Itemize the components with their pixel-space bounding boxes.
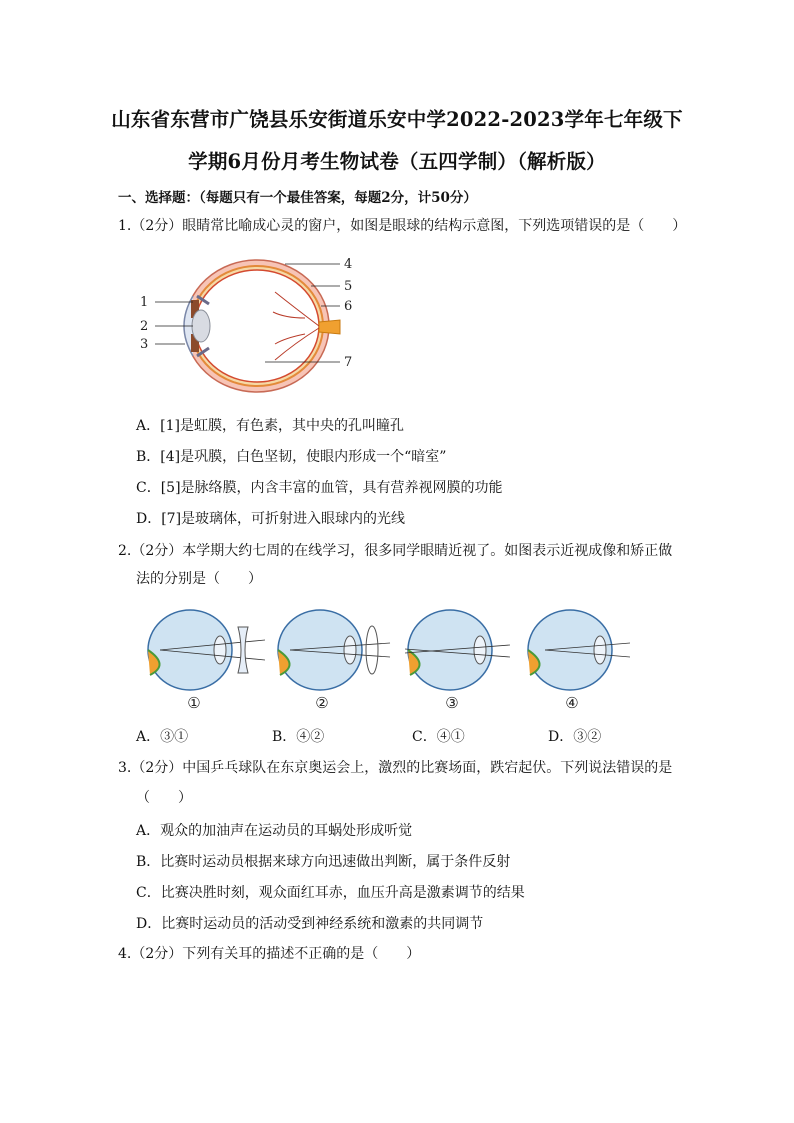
eye-label-3: 3: [140, 337, 149, 352]
question-4-stem: 4.（2分）下列有关耳的描述不正确的是（ ）: [118, 946, 421, 962]
question-3-stem-line2: （ ）: [136, 790, 192, 806]
question-1-stem: 1.（2分）眼睛常比喻成心灵的窗户，如图是眼球的结构示意图，下列选项错误的是（ ）: [118, 218, 687, 234]
eye-figure-3: [405, 610, 510, 690]
section-heading: 一、选择题：（每题只有一个最佳答案，每题2分，计50分）: [118, 190, 477, 206]
figure-caption-3: ③: [445, 694, 459, 712]
figure-caption-2: ②: [315, 694, 329, 712]
eye-figure-2: [278, 610, 390, 690]
q1-option-c: C．[5]是脉络膜，内含丰富的血管，具有营养视网膜的功能: [136, 480, 503, 496]
myopia-figure-set: [140, 605, 640, 715]
page-title-line2: 学期6月份月考生物试卷（五四学制）（解析版）: [188, 150, 606, 173]
q3-option-b: B．比赛时运动员根据来球方向迅速做出判断，属于条件反射: [136, 854, 511, 870]
page-title-line1: 山东省东营市广饶县乐安街道乐安中学2022-2023学年七年级下: [111, 108, 683, 131]
q2-option-c: C．④①: [412, 729, 465, 745]
q2-option-b: B．④②: [272, 729, 325, 745]
q1-option-b: B．[4]是巩膜，白色坚韧，使眼内形成一个“暗室”: [136, 449, 447, 465]
q1-option-d: D．[7]是玻璃体，可折射进入眼球内的光线: [136, 511, 406, 527]
q3-option-c: C．比赛决胜时刻，观众面红耳赤，血压升高是激素调节的结果: [136, 885, 525, 901]
question-2-stem-line2: 法的分别是（ ）: [136, 571, 262, 587]
q1-option-a: A．[1]是虹膜，有色素，其中央的孔叫瞳孔: [136, 418, 404, 434]
figure-caption-1: ①: [187, 694, 201, 712]
q3-option-a: A．观众的加油声在运动员的耳蜗处形成听觉: [136, 823, 413, 839]
eye-label-2: 2: [140, 319, 149, 334]
eyeball-structure-diagram: [135, 248, 365, 398]
eye-figure-1: [148, 610, 265, 690]
eye-label-7: 7: [344, 355, 353, 370]
question-2-stem-line1: 2.（2分）本学期大约七周的在线学习，很多同学眼睛近视了。如图表示近视成像和矫正做: [118, 543, 673, 559]
eye-figure-4: [528, 610, 630, 690]
question-3-stem-line1: 3.（2分）中国乒乓球队在东京奥运会上，激烈的比赛场面，跌宕起伏。下列说法错误的是: [118, 760, 673, 776]
eye-label-4: 4: [344, 257, 353, 272]
q3-option-d: D．比赛时运动员的活动受到神经系统和激素的共同调节: [136, 916, 484, 932]
eye-label-1: 1: [140, 295, 149, 310]
eye-label-6: 6: [344, 299, 353, 314]
eye-label-5: 5: [344, 279, 353, 294]
figure-caption-4: ④: [565, 694, 579, 712]
q2-option-d: D．③②: [548, 729, 602, 745]
q2-option-a: A．③①: [136, 729, 189, 745]
